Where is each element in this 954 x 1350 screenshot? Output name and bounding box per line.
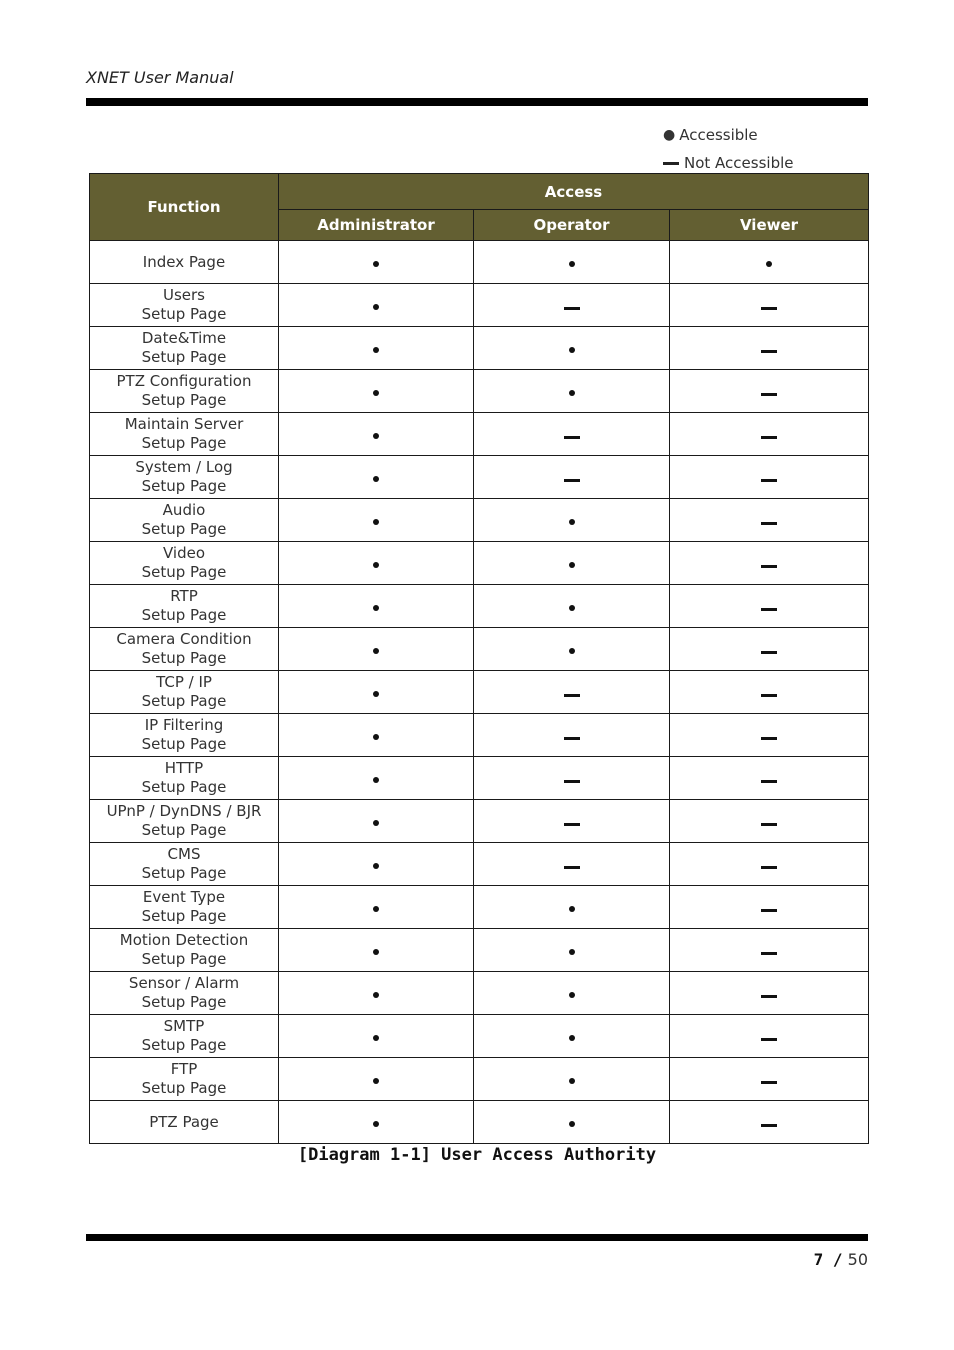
- accessible-dot-icon: [373, 562, 379, 568]
- access-cell: [670, 327, 869, 370]
- legend-not-accessible-label: Not Accessible: [684, 154, 794, 172]
- access-cell: [474, 456, 670, 499]
- not-accessible-dash-icon: [761, 307, 777, 310]
- access-column-header: Access: [279, 174, 869, 210]
- access-cell: [279, 972, 474, 1015]
- access-cell: [474, 284, 670, 327]
- table-row: [90, 456, 869, 499]
- access-cell: [474, 886, 670, 929]
- access-cell: [279, 241, 474, 284]
- access-cell: [670, 757, 869, 800]
- accessible-dot-icon: [373, 476, 379, 482]
- access-cell: [279, 757, 474, 800]
- access-cell: [474, 757, 670, 800]
- legend-accessible: [663, 121, 793, 149]
- accessible-dot-icon: [569, 605, 575, 611]
- accessible-dot-icon: [569, 949, 575, 955]
- access-cell: [474, 1058, 670, 1101]
- function-cell: RTP Setup Page: [90, 585, 279, 628]
- accessible-dot-icon: [373, 949, 379, 955]
- operator-column-header: Operator: [474, 210, 670, 241]
- access-cell: [279, 929, 474, 972]
- table-row: [90, 929, 869, 972]
- accessible-dot-icon: [569, 347, 575, 353]
- accessible-dot-icon: [373, 519, 379, 525]
- not-accessible-dash-icon: [761, 909, 777, 912]
- table-row: [90, 542, 869, 585]
- function-cell: CMS Setup Page: [90, 843, 279, 886]
- not-accessible-dash-icon: [761, 565, 777, 568]
- accessible-dot-icon: [373, 1078, 379, 1084]
- page-number: [814, 1250, 868, 1269]
- table-row: [90, 628, 869, 671]
- accessible-dot-icon: [569, 992, 575, 998]
- table-row: [90, 327, 869, 370]
- access-authority-table: [89, 173, 869, 1144]
- not-accessible-dash-icon: [761, 952, 777, 955]
- accessible-dot-icon: [569, 1078, 575, 1084]
- function-cell: HTTP Setup Page: [90, 757, 279, 800]
- table-row: [90, 585, 869, 628]
- function-column-header: Function: [90, 174, 279, 241]
- access-cell: [670, 843, 869, 886]
- not-accessible-dash-icon: [761, 436, 777, 439]
- accessible-dot-icon: [569, 519, 575, 525]
- table-row: [90, 757, 869, 800]
- accessible-dot-icon: [373, 605, 379, 611]
- access-cell: [474, 972, 670, 1015]
- not-accessible-dash-icon: [564, 866, 580, 869]
- access-cell: [279, 886, 474, 929]
- function-cell: Date&Time Setup Page: [90, 327, 279, 370]
- accessible-dot-icon: [569, 390, 575, 396]
- function-cell: TCP / IP Setup Page: [90, 671, 279, 714]
- accessible-dot-icon: [373, 992, 379, 998]
- function-cell: Audio Setup Page: [90, 499, 279, 542]
- access-cell: [279, 671, 474, 714]
- access-cell: [670, 241, 869, 284]
- not-accessible-dash-icon: [761, 737, 777, 740]
- function-cell: UPnP / DynDNS / BJR Setup Page: [90, 800, 279, 843]
- access-cell: [670, 542, 869, 585]
- table-row: [90, 714, 869, 757]
- access-cell: [474, 843, 670, 886]
- access-cell: [670, 886, 869, 929]
- not-accessible-dash-icon: [761, 522, 777, 525]
- function-cell: SMTP Setup Page: [90, 1015, 279, 1058]
- function-cell: IP Filtering Setup Page: [90, 714, 279, 757]
- access-cell: [279, 1101, 474, 1144]
- access-cell: [474, 1101, 670, 1144]
- access-cell: [670, 585, 869, 628]
- access-cell: [279, 499, 474, 542]
- not-accessible-dash-icon: [761, 393, 777, 396]
- legend: [663, 121, 793, 177]
- accessible-dot-icon: [373, 863, 379, 869]
- access-cell: [670, 800, 869, 843]
- function-cell: System / Log Setup Page: [90, 456, 279, 499]
- access-cell: [279, 327, 474, 370]
- accessible-dot-icon: [569, 1035, 575, 1041]
- access-cell: [279, 714, 474, 757]
- not-accessible-dash-icon: [564, 780, 580, 783]
- legend-accessible-label: Accessible: [679, 126, 758, 144]
- not-accessible-dash-icon: [761, 1124, 777, 1127]
- function-cell: Motion Detection Setup Page: [90, 929, 279, 972]
- viewer-column-header: Viewer: [670, 210, 869, 241]
- accessible-dot-icon: [373, 390, 379, 396]
- not-accessible-dash-icon: [761, 995, 777, 998]
- table-row: [90, 800, 869, 843]
- access-cell: [670, 671, 869, 714]
- access-cell: [474, 327, 670, 370]
- accessible-dot-icon: [373, 304, 379, 310]
- function-cell: Event Type Setup Page: [90, 886, 279, 929]
- access-cell: [279, 800, 474, 843]
- access-cell: [670, 370, 869, 413]
- not-accessible-dash-icon: [761, 866, 777, 869]
- function-cell: Index Page: [90, 241, 279, 284]
- access-cell: [474, 800, 670, 843]
- bullet-icon: ●: [663, 127, 676, 143]
- accessible-dot-icon: [766, 261, 772, 267]
- access-cell: [670, 972, 869, 1015]
- not-accessible-dash-icon: [564, 823, 580, 826]
- access-cell: [670, 714, 869, 757]
- function-cell: Sensor / Alarm Setup Page: [90, 972, 279, 1015]
- table-row: [90, 370, 869, 413]
- access-cell: [474, 241, 670, 284]
- accessible-dot-icon: [569, 1121, 575, 1127]
- function-cell: FTP Setup Page: [90, 1058, 279, 1101]
- access-cell: [474, 628, 670, 671]
- not-accessible-dash-icon: [761, 350, 777, 353]
- access-cell: [474, 542, 670, 585]
- accessible-dot-icon: [373, 906, 379, 912]
- access-cell: [670, 929, 869, 972]
- function-cell: PTZ Page: [90, 1101, 279, 1144]
- accessible-dot-icon: [373, 777, 379, 783]
- function-cell: PTZ Configuration Setup Page: [90, 370, 279, 413]
- access-cell: [474, 370, 670, 413]
- access-cell: [670, 499, 869, 542]
- access-cell: [670, 413, 869, 456]
- function-cell: Users Setup Page: [90, 284, 279, 327]
- access-cell: [670, 284, 869, 327]
- not-accessible-dash-icon: [761, 608, 777, 611]
- access-cell: [279, 843, 474, 886]
- table-row: [90, 241, 869, 284]
- table-row: [90, 972, 869, 1015]
- access-cell: [279, 456, 474, 499]
- not-accessible-dash-icon: [761, 1038, 777, 1041]
- table-row: [90, 671, 869, 714]
- total-pages: 50: [847, 1250, 868, 1269]
- access-cell: [670, 456, 869, 499]
- not-accessible-dash-icon: [761, 780, 777, 783]
- access-cell: [670, 1058, 869, 1101]
- accessible-dot-icon: [373, 1035, 379, 1041]
- accessible-dot-icon: [373, 734, 379, 740]
- accessible-dot-icon: [569, 261, 575, 267]
- accessible-dot-icon: [373, 433, 379, 439]
- not-accessible-dash-icon: [564, 694, 580, 697]
- access-cell: [474, 585, 670, 628]
- document-header-title: XNET User Manual: [86, 68, 234, 87]
- access-cell: [279, 585, 474, 628]
- table-body: [90, 241, 869, 1144]
- access-cell: [279, 370, 474, 413]
- not-accessible-dash-icon: [761, 651, 777, 654]
- not-accessible-dash-icon: [564, 479, 580, 482]
- access-cell: [279, 1015, 474, 1058]
- table-row: [90, 413, 869, 456]
- access-cell: [279, 628, 474, 671]
- table-row: [90, 1015, 869, 1058]
- access-cell: [670, 628, 869, 671]
- not-accessible-dash-icon: [564, 436, 580, 439]
- not-accessible-dash-icon: [564, 307, 580, 310]
- accessible-dot-icon: [373, 648, 379, 654]
- accessible-dot-icon: [569, 648, 575, 654]
- diagram-caption: [Diagram 1-1] User Access Authority: [297, 1145, 657, 1165]
- table-row: [90, 499, 869, 542]
- function-cell: Maintain Server Setup Page: [90, 413, 279, 456]
- header-divider: [86, 98, 868, 106]
- access-cell: [474, 1015, 670, 1058]
- accessible-dot-icon: [373, 691, 379, 697]
- not-accessible-dash-icon: [761, 1081, 777, 1084]
- access-cell: [279, 284, 474, 327]
- footer-divider: [86, 1234, 868, 1241]
- accessible-dot-icon: [569, 562, 575, 568]
- accessible-dot-icon: [373, 347, 379, 353]
- table-row: [90, 284, 869, 327]
- function-cell: Camera Condition Setup Page: [90, 628, 279, 671]
- not-accessible-dash-icon: [761, 479, 777, 482]
- table-row: [90, 843, 869, 886]
- not-accessible-dash-icon: [761, 823, 777, 826]
- access-cell: [474, 413, 670, 456]
- access-cell: [474, 499, 670, 542]
- access-cell: [279, 413, 474, 456]
- access-cell: [670, 1015, 869, 1058]
- administrator-column-header: Administrator: [279, 210, 474, 241]
- table-row: [90, 1058, 869, 1101]
- not-accessible-dash-icon: [564, 737, 580, 740]
- accessible-dot-icon: [373, 1121, 379, 1127]
- access-cell: [279, 1058, 474, 1101]
- access-cell: [474, 929, 670, 972]
- accessible-dot-icon: [569, 906, 575, 912]
- accessible-dot-icon: [373, 261, 379, 267]
- not-accessible-dash-icon: [761, 694, 777, 697]
- dash-icon: [663, 162, 679, 165]
- function-cell: Video Setup Page: [90, 542, 279, 585]
- access-cell: [474, 714, 670, 757]
- access-cell: [670, 1101, 869, 1144]
- table-row: [90, 886, 869, 929]
- access-cell: [279, 542, 474, 585]
- table-row: [90, 1101, 869, 1144]
- current-page: 7 /: [813, 1250, 843, 1269]
- accessible-dot-icon: [373, 820, 379, 826]
- access-cell: [474, 671, 670, 714]
